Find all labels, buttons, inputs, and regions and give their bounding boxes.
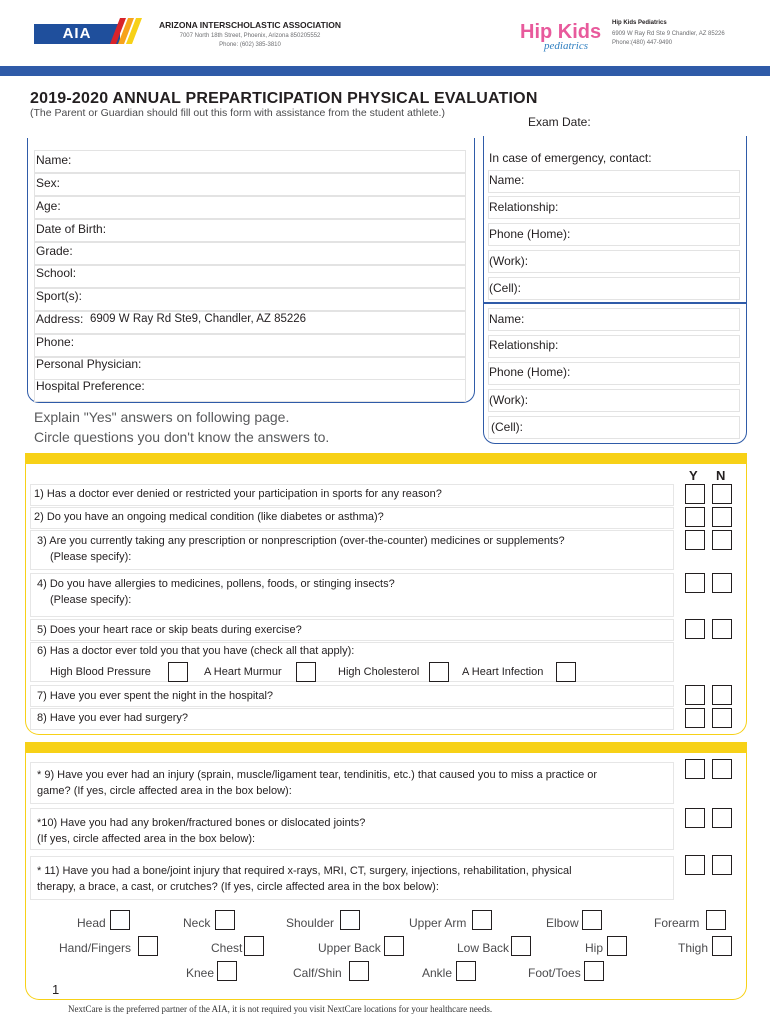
q6-high-cholesterol-checkbox[interactable] <box>429 662 449 682</box>
school-field[interactable] <box>34 265 466 288</box>
q6-option-high-cholesterol-label: High Cholesterol <box>338 666 420 678</box>
emg2-relationship-label: Relationship: <box>489 338 559 352</box>
area-calf-shin-checkbox[interactable] <box>349 961 369 981</box>
q6-high-blood-pressure-checkbox[interactable] <box>168 662 188 682</box>
age-label: Age: <box>36 199 61 213</box>
emg1-home-label: Phone (Home): <box>489 227 571 241</box>
area-forearm-label: Forearm <box>654 916 700 930</box>
question-11-text-cont: therapy, a brace, a cast, or crutches? (If yes, circle affected area in the box below): <box>37 881 439 893</box>
area-head-checkbox[interactable] <box>110 910 130 930</box>
area-hip-checkbox[interactable] <box>607 936 627 956</box>
hip-kids-logo-sub: pediatrics <box>544 40 588 52</box>
name-label: Name: <box>36 153 72 167</box>
association-phone: Phone: (602) 385-3810 <box>219 42 281 48</box>
dob-label: Date of Birth: <box>36 222 107 236</box>
q6-option-heart-infection-label: A Heart Infection <box>462 666 544 678</box>
q1-no-checkbox[interactable] <box>712 484 732 504</box>
association-name: ARIZONA INTERSCHOLASTIC ASSOCIATION <box>159 20 341 30</box>
sex-label: Sex: <box>36 176 61 190</box>
area-neck-label: Neck <box>183 916 211 930</box>
footer-note: NextCare is the preferred partner of the AIA, it is not required you visit NextCare locations for your healthcare needs. <box>68 1004 493 1014</box>
area-low-back-label: Low Back <box>457 941 510 955</box>
emg2-work-label: (Work): <box>489 393 529 407</box>
emg1-work-label: (Work): <box>489 254 529 268</box>
area-forearm-checkbox[interactable] <box>706 910 726 930</box>
clinic-name: Hip Kids Pediatrics <box>612 20 667 26</box>
q1-yes-checkbox[interactable] <box>685 484 705 504</box>
area-hand-fingers-label: Hand/Fingers <box>59 941 132 955</box>
area-ankle-label: Ankle <box>422 966 453 980</box>
area-upper-back-checkbox[interactable] <box>384 936 404 956</box>
question-9-text-cont: game? (If yes, circle affected area in the box below): <box>37 785 292 797</box>
aia-stripes-graphic <box>110 18 148 44</box>
q2-no-checkbox[interactable] <box>712 507 732 527</box>
no-column-label: N <box>716 468 726 483</box>
question-8-text: 8) Have you ever had surgery? <box>37 712 189 724</box>
q6-heart-murmur-checkbox[interactable] <box>296 662 316 682</box>
age-field[interactable] <box>34 196 466 219</box>
area-calf-shin-label: Calf/Shin <box>293 966 342 980</box>
emergency-contact-separator <box>483 302 747 304</box>
address-label: Address: <box>36 312 84 326</box>
q9-no-checkbox[interactable] <box>712 759 732 779</box>
q5-yes-checkbox[interactable] <box>685 619 705 639</box>
area-foot-toes-checkbox[interactable] <box>584 961 604 981</box>
question-6-text: 6) Has a doctor ever told you that you have (check all that apply): <box>37 645 355 657</box>
q3-no-checkbox[interactable] <box>712 530 732 550</box>
q5-no-checkbox[interactable] <box>712 619 732 639</box>
question-4-text: 4) Do you have allergies to medicines, pollens, foods, or stinging insects? <box>37 578 395 590</box>
aia-logo: AIA <box>34 24 120 44</box>
q8-yes-checkbox[interactable] <box>685 708 705 728</box>
clinic-phone: Phone:(480) 447-9490 <box>612 40 673 46</box>
instruction-explain-yes: Explain "Yes" answers on following page. <box>34 409 290 425</box>
q6-heart-infection-checkbox[interactable] <box>556 662 576 682</box>
clinic-address: 6909 W Ray Rd Ste 9 Chandler, AZ 85226 <box>612 31 725 37</box>
q7-yes-checkbox[interactable] <box>685 685 705 705</box>
hip-kids-logo <box>518 16 604 52</box>
instruction-circle-unknown: Circle questions you don't know the answers to. <box>34 429 330 445</box>
area-upper-arm-label: Upper Arm <box>409 916 467 930</box>
emergency-heading: In case of emergency, contact: <box>489 151 652 165</box>
emg1-relationship-label: Relationship: <box>489 200 559 214</box>
form-subtitle: (The Parent or Guardian should fill out this form with assistance from the student athlete.) <box>30 107 445 119</box>
emg2-name-field[interactable] <box>488 308 740 331</box>
question-11-text: * 11) Have you had a bone/joint injury that required x-rays, MRI, CT, surgery, injections, rehabilitation, physical <box>37 865 572 877</box>
q11-no-checkbox[interactable] <box>712 855 732 875</box>
q4-no-checkbox[interactable] <box>712 573 732 593</box>
question-5-text: 5) Does your heart race or skip beats during exercise? <box>37 624 302 636</box>
phone-label: Phone: <box>36 335 75 349</box>
emg1-name-label: Name: <box>489 173 525 187</box>
q6-option-high-blood-pressure-label: High Blood Pressure <box>50 666 151 678</box>
emg1-name-field[interactable] <box>488 170 740 193</box>
q4-yes-checkbox[interactable] <box>685 573 705 593</box>
area-upper-back-label: Upper Back <box>318 941 381 955</box>
area-chest-label: Chest <box>211 941 243 955</box>
header-divider-bar <box>0 66 770 76</box>
area-low-back-checkbox[interactable] <box>511 936 531 956</box>
emg2-home-label: Phone (Home): <box>489 365 571 379</box>
name-field[interactable] <box>34 150 466 173</box>
emg2-cell-label: (Cell): <box>491 420 523 434</box>
area-shoulder-checkbox[interactable] <box>340 910 360 930</box>
question-9-text: * 9) Have you ever had an injury (sprain, muscle/ligament tear, tendinitis, etc.) that caused you to miss a practice or <box>37 769 598 781</box>
q8-no-checkbox[interactable] <box>712 708 732 728</box>
physician-label: Personal Physician: <box>36 357 142 371</box>
hip-kids-logo-text: Hip Kids <box>520 21 602 43</box>
hospital-label: Hospital Preference: <box>36 379 145 393</box>
area-elbow-label: Elbow <box>546 916 579 930</box>
question-1-text: 1) Has a doctor ever denied or restricted your participation in sports for any reason? <box>34 488 442 500</box>
question-3-text: 3) Are you currently taking any prescription or nonprescription (over-the-counter) medicines or supplements? <box>37 535 565 547</box>
question-10-text-cont: (If yes, circle affected area in the box below): <box>37 833 256 845</box>
question-row-11 <box>30 856 674 900</box>
grade-label: Grade: <box>36 244 73 258</box>
area-neck-checkbox[interactable] <box>215 910 235 930</box>
question-3-specify: (Please specify): <box>50 551 132 563</box>
q10-no-checkbox[interactable] <box>712 808 732 828</box>
q9-yes-checkbox[interactable] <box>685 759 705 779</box>
address-value: 6909 W Ray Rd Ste9, Chandler, AZ 85226 <box>90 313 307 325</box>
question-2-text: 2) Do you have an ongoing medical condition (like diabetes or asthma)? <box>34 511 384 523</box>
association-address: 7007 North 18th Street, Phoenix, Arizona 850205552 <box>179 33 321 39</box>
emergency-contact-box <box>483 136 747 444</box>
area-hip-label: Hip <box>585 941 604 955</box>
area-foot-toes-label: Foot/Toes <box>528 966 581 980</box>
injury-questions-header-bar <box>25 742 747 753</box>
question-4-specify: (Please specify): <box>50 594 132 606</box>
emg1-cell-label: (Cell): <box>489 281 521 295</box>
school-label: School: <box>36 266 77 280</box>
question-10-text: *10) Have you had any broken/fractured bones or dislocated joints? <box>37 817 366 829</box>
area-upper-arm-checkbox[interactable] <box>472 910 492 930</box>
emg2-cell-field[interactable] <box>488 416 740 439</box>
area-ankle-checkbox[interactable] <box>456 961 476 981</box>
q11-yes-checkbox[interactable] <box>685 855 705 875</box>
emg1-cell-field[interactable] <box>488 277 740 300</box>
sex-field[interactable] <box>34 173 466 196</box>
q3-yes-checkbox[interactable] <box>685 530 705 550</box>
emg2-name-label: Name: <box>489 312 525 326</box>
page-number: 1 <box>52 982 60 997</box>
student-info-box <box>27 138 475 403</box>
area-elbow-checkbox[interactable] <box>582 910 602 930</box>
q2-yes-checkbox[interactable] <box>685 507 705 527</box>
area-knee-label: Knee <box>186 966 215 980</box>
area-hand-fingers-checkbox[interactable] <box>138 936 158 956</box>
q10-yes-checkbox[interactable] <box>685 808 705 828</box>
phone-field[interactable] <box>34 334 466 357</box>
area-shoulder-label: Shoulder <box>286 916 335 930</box>
q6-option-heart-murmur-label: A Heart Murmur <box>204 666 282 678</box>
area-chest-checkbox[interactable] <box>244 936 264 956</box>
area-thigh-checkbox[interactable] <box>712 936 732 956</box>
q7-no-checkbox[interactable] <box>712 685 732 705</box>
yes-column-label: Y <box>689 468 698 483</box>
sports-label: Sport(s): <box>36 289 83 303</box>
sports-field[interactable] <box>34 288 466 311</box>
area-thigh-label: Thigh <box>678 941 709 955</box>
form-title: 2019-2020 ANNUAL PREPARTICIPATION PHYSICAL EVALUATION <box>30 90 538 107</box>
questions-header-bar <box>25 453 747 464</box>
exam-date-label: Exam Date: <box>528 115 591 129</box>
area-head-label: Head <box>77 916 106 930</box>
grade-field[interactable] <box>34 242 466 265</box>
question-7-text: 7) Have you ever spent the night in the hospital? <box>37 690 274 702</box>
area-knee-checkbox[interactable] <box>217 961 237 981</box>
